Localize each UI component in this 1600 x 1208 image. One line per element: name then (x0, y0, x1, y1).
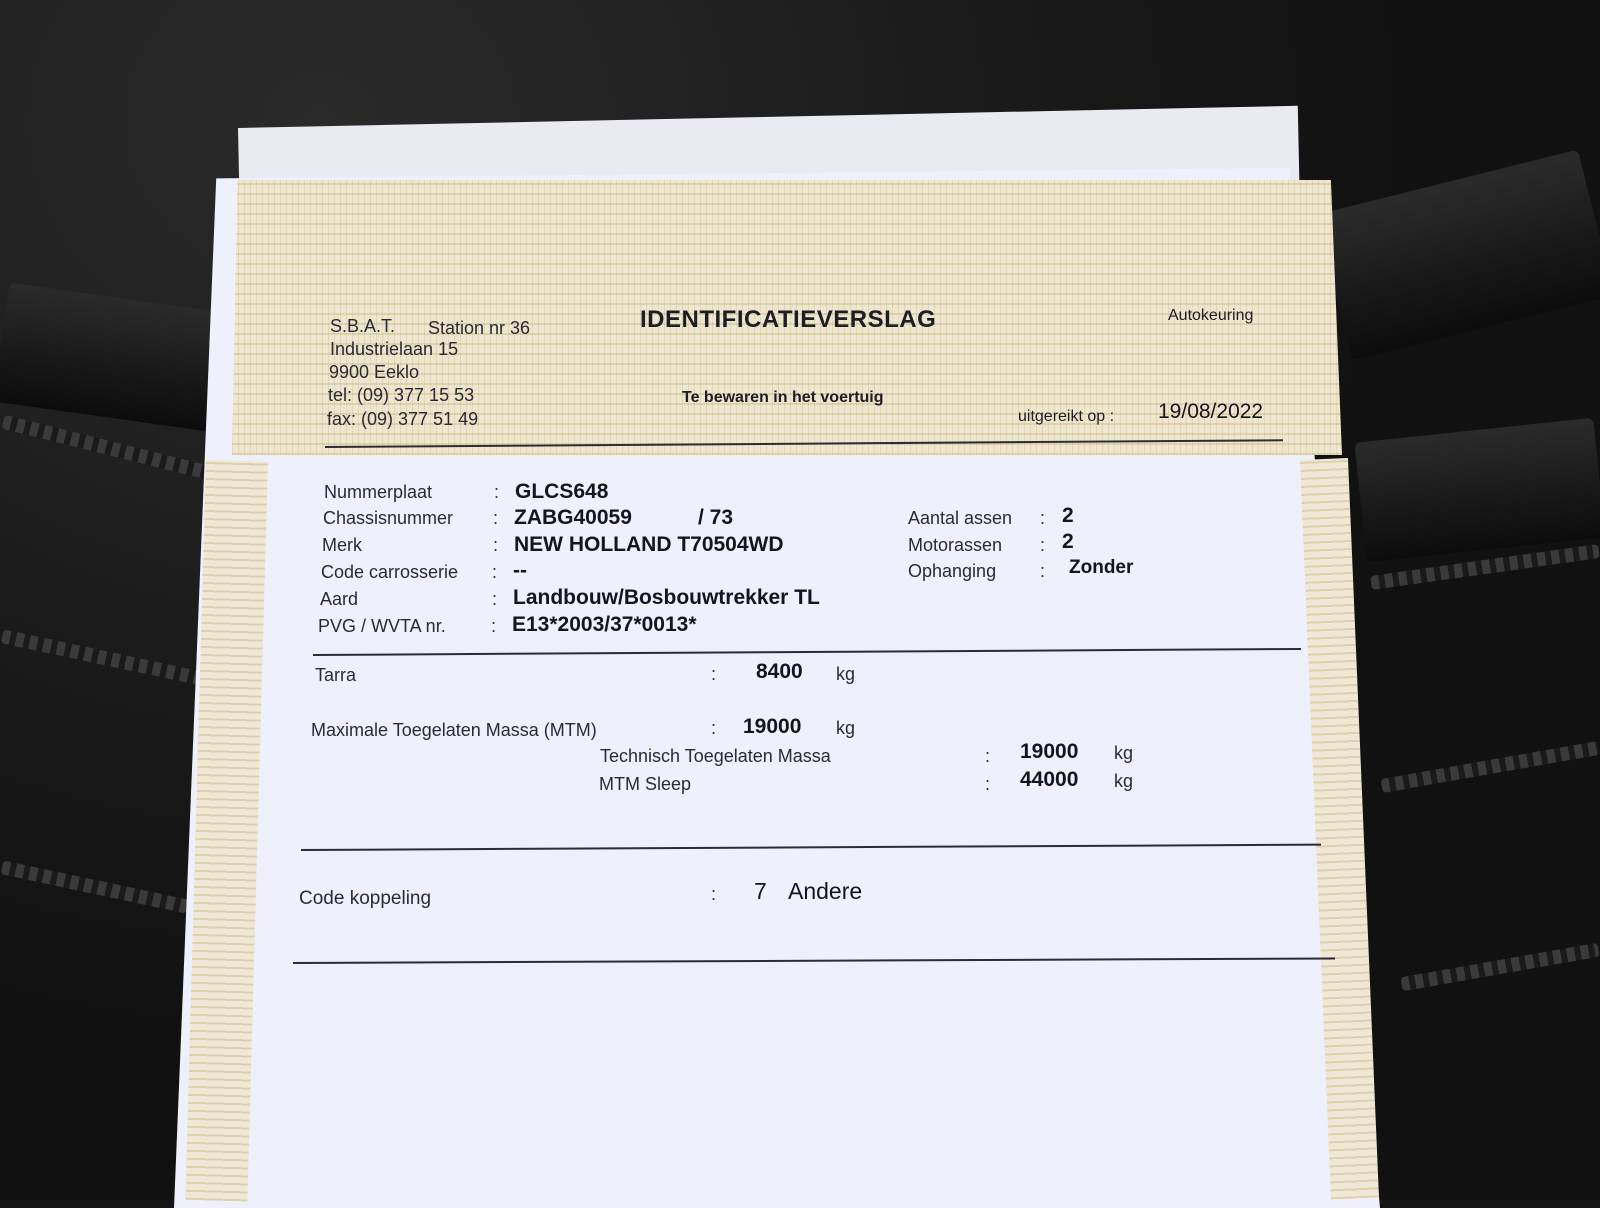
coupling-label: Code koppeling (299, 888, 432, 909)
issued-date: 19/08/2022 (1158, 400, 1264, 423)
chassis-value: ZABG40059 (514, 506, 632, 529)
kind-value: Landbouw/Bosbouwtrekker TL (513, 586, 820, 609)
mtm-unit: kg (836, 718, 856, 738)
colon: : (494, 482, 500, 502)
brand-label: Merk (322, 535, 362, 555)
brand-value: NEW HOLLAND T70504WD (514, 533, 784, 556)
plate-label: Nummerplaat (324, 482, 433, 502)
colon: : (985, 746, 991, 766)
document-title: IDENTIFICATIEVERSLAG (640, 306, 937, 333)
tow-mass-value: 44000 (1020, 768, 1079, 791)
tow-mass-label: MTM Sleep (599, 774, 692, 794)
body-code-label: Code carrosserie (321, 562, 459, 582)
issuer-name: S.B.A.T. (330, 316, 396, 336)
issuer-tel: tel: (09) 377 15 53 (328, 385, 475, 405)
technical-mass-value: 19000 (1020, 740, 1079, 763)
axles-value: 2 (1062, 504, 1074, 527)
tare-label: Tarra (315, 665, 357, 685)
body-code-value: -- (513, 559, 527, 582)
colon: : (491, 616, 497, 636)
metal-bar (1354, 418, 1600, 562)
pvg-label: PVG / WVTA nr. (318, 616, 446, 636)
technical-mass-unit: kg (1114, 743, 1134, 763)
colon: : (492, 589, 498, 609)
document-category: Autokeuring (1168, 307, 1254, 324)
tare-value: 8400 (756, 660, 803, 683)
pvg-value: E13*2003/37*0013* (512, 613, 697, 636)
kind-label: Aard (320, 589, 359, 609)
chassis-suffix: / 73 (698, 506, 734, 529)
mtm-value: 19000 (743, 715, 802, 738)
coupling-value: Andere (788, 878, 863, 904)
colon: : (1040, 561, 1046, 581)
issued-label: uitgereikt op : (1018, 408, 1115, 425)
colon: : (492, 562, 498, 582)
axles-label: Aantal assen (908, 508, 1013, 528)
colon: : (985, 774, 991, 794)
issuer-street: Industrielaan 15 (330, 339, 459, 359)
issuer-city: 9900 Eeklo (329, 362, 420, 382)
mtm-label: Maximale Toegelaten Massa (MTM) (311, 720, 597, 740)
technical-mass-label: Technisch Toegelaten Massa (600, 746, 831, 766)
colon: : (1040, 535, 1046, 555)
colon: : (493, 535, 499, 555)
issuer-station: Station nr 36 (428, 318, 531, 338)
colon: : (1040, 508, 1046, 528)
chassis-label: Chassisnummer (323, 508, 454, 528)
suspension-value: Zonder (1069, 557, 1134, 578)
colon: : (711, 884, 717, 904)
colon: : (711, 718, 717, 738)
motor-axles-label: Motorassen (908, 535, 1003, 555)
suspension-label: Ophanging (908, 561, 997, 581)
colon: : (493, 508, 499, 528)
motor-axles-value: 2 (1062, 530, 1074, 553)
coupling-code: 7 (754, 878, 767, 904)
colon: : (711, 664, 717, 684)
document-note: Te bewaren in het voertuig (682, 389, 884, 406)
issuer-fax: fax: (09) 377 51 49 (327, 409, 479, 429)
tare-unit: kg (836, 664, 856, 684)
plate-value: GLCS648 (515, 480, 609, 503)
tow-mass-unit: kg (1114, 771, 1134, 791)
